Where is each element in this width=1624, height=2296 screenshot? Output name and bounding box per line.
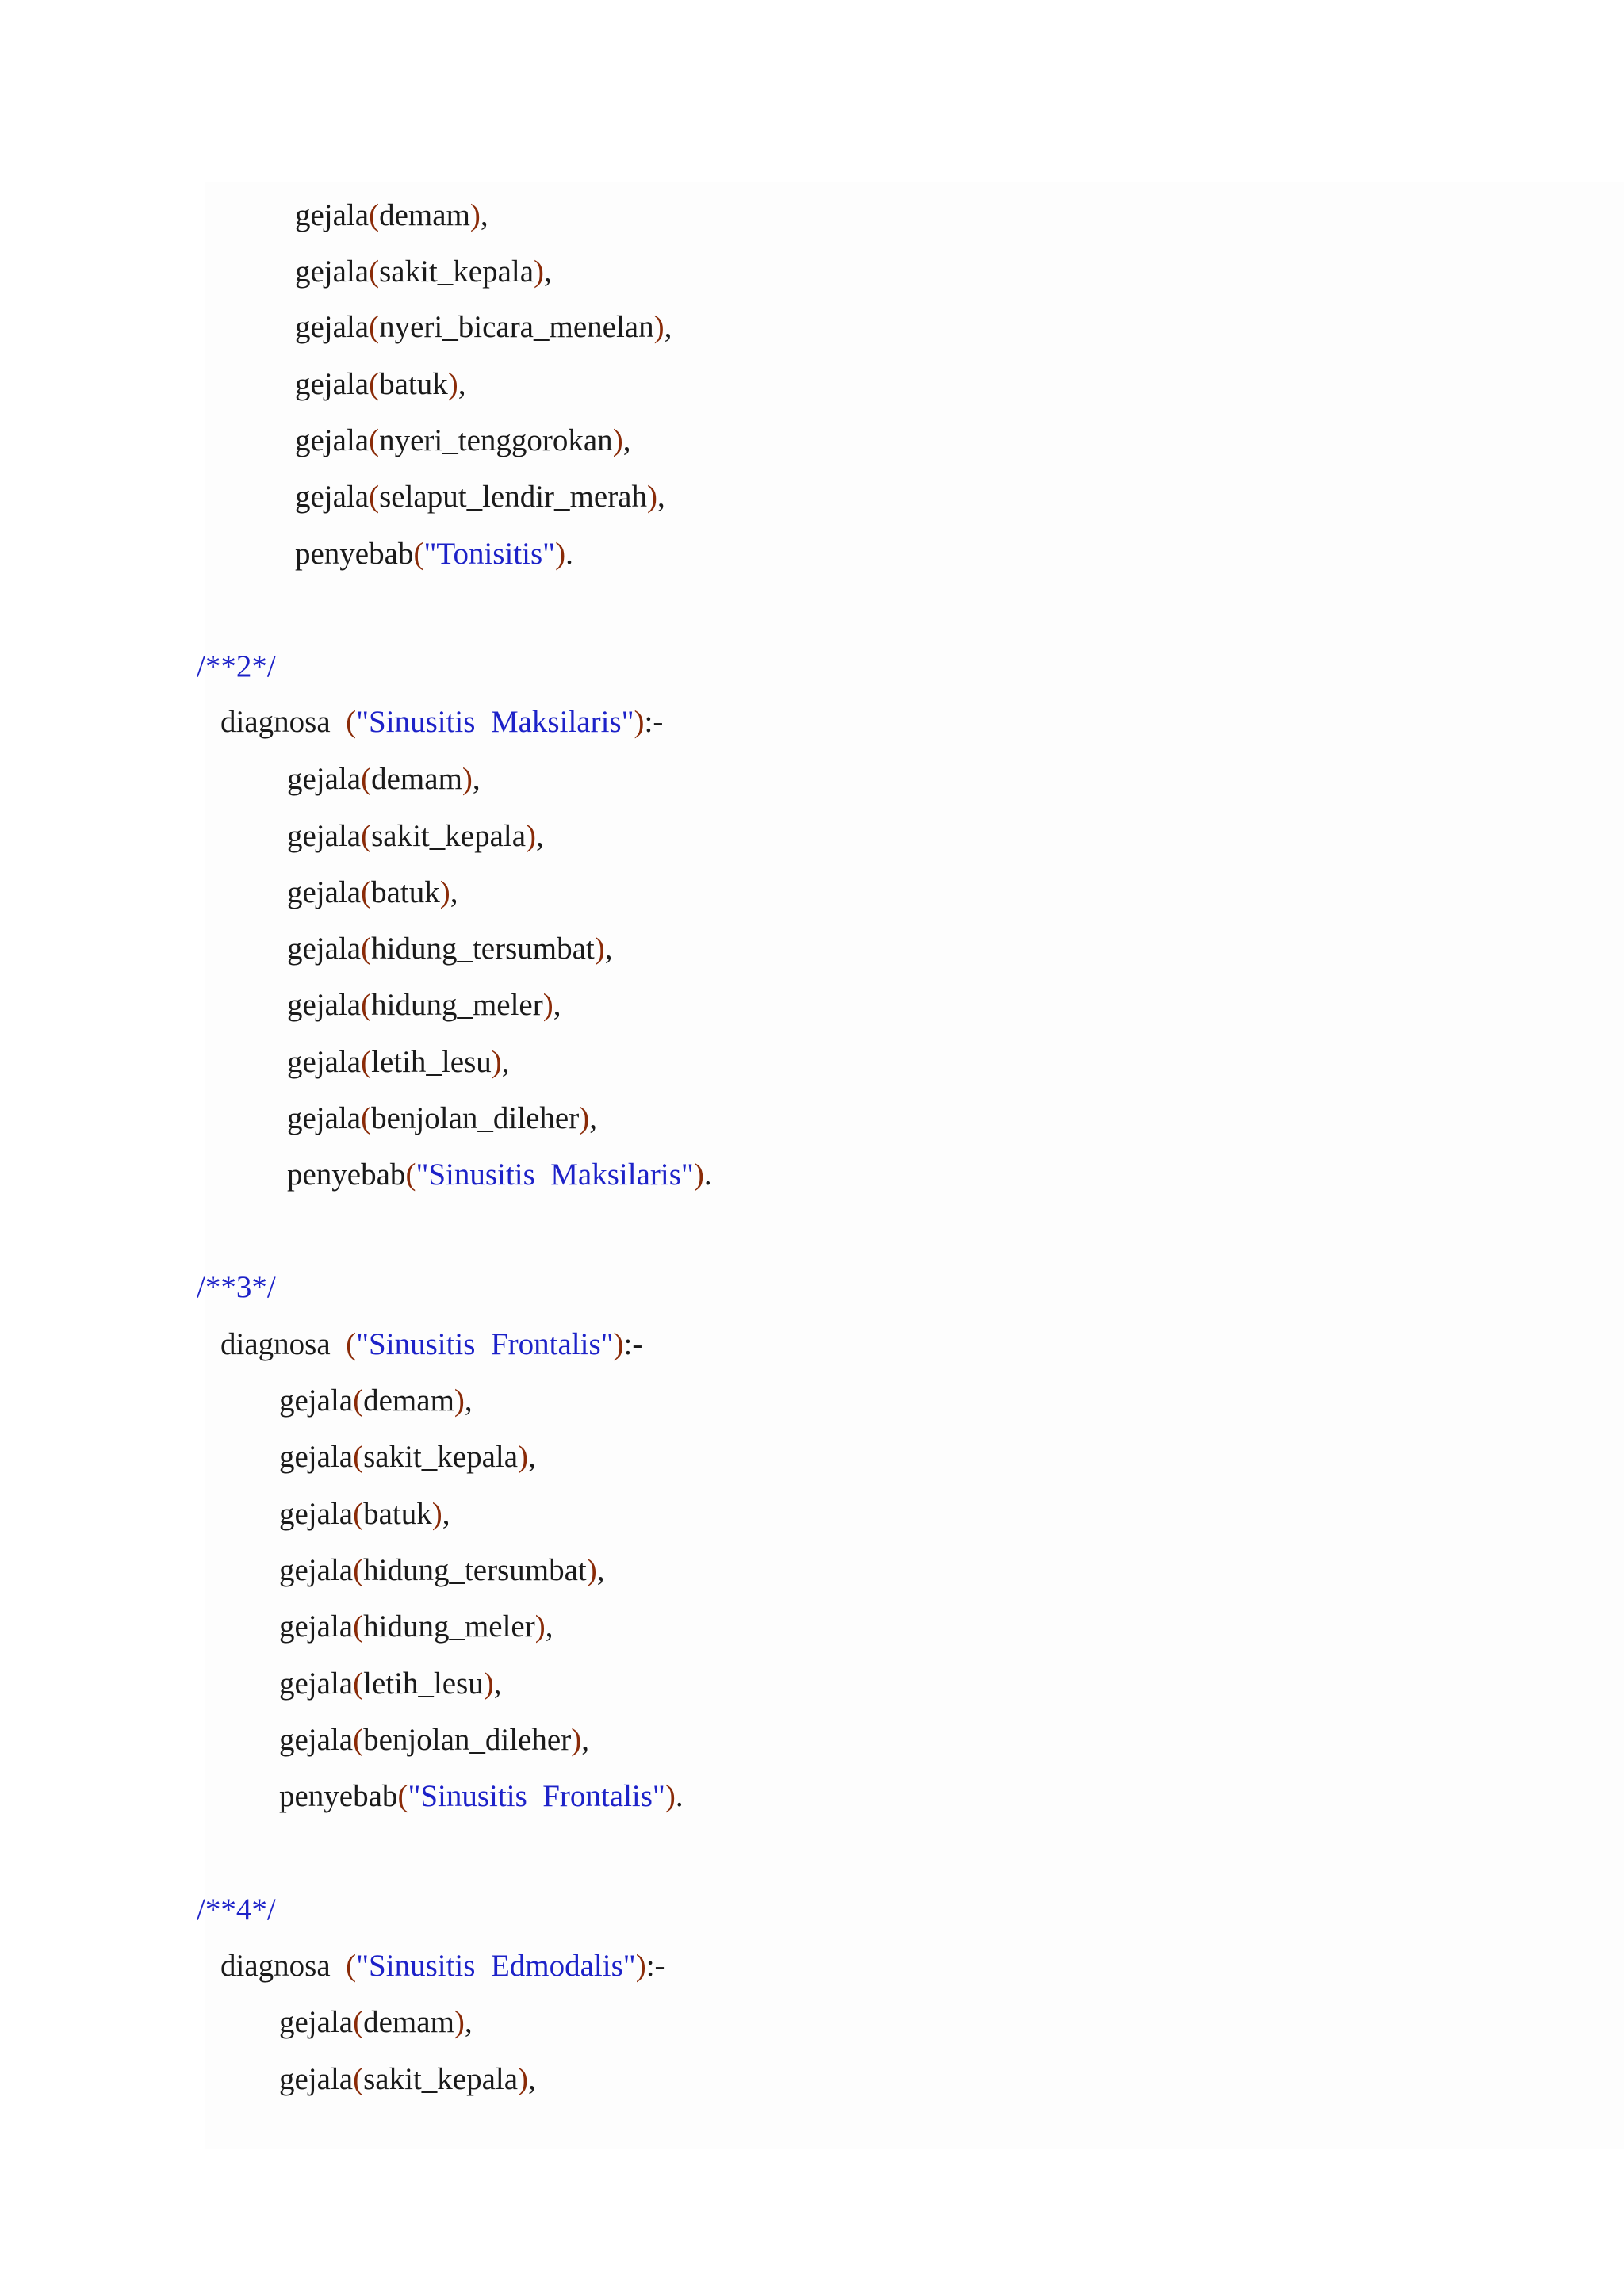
code-line: gejala(batuk), [279, 1497, 450, 1531]
code-line: gejala(sakit_kepala), [279, 2062, 536, 2096]
code-line: gejala(sakit_kepala), [279, 1440, 536, 1474]
code-line: gejala(letih_lesu), [287, 1045, 510, 1079]
comment-line: /**4*/ [197, 1892, 276, 1927]
diagnosa-head: diagnosa ("Sinusitis Maksilaris"):- [220, 705, 664, 739]
code-line: gejala(selaput_lendir_merah), [295, 480, 665, 514]
code-line: gejala(demam), [279, 2005, 473, 2039]
code-line: gejala(demam), [295, 198, 488, 232]
code-line: gejala(nyeri_bicara_menelan), [295, 310, 672, 344]
code-line: gejala(sakit_kepala), [287, 819, 544, 853]
code-line: gejala(benjolan_dileher), [279, 1723, 589, 1757]
code-line: gejala(hidung_meler), [287, 988, 561, 1022]
code-line: gejala(hidung_tersumbat), [279, 1553, 605, 1587]
code-line: gejala(benjolan_dileher), [287, 1101, 597, 1135]
code-line: gejala(letih_lesu), [279, 1667, 502, 1701]
diagnosa-head: diagnosa ("Sinusitis Frontalis"):- [220, 1327, 643, 1361]
code-line: gejala(hidung_tersumbat), [287, 932, 613, 966]
penyebab-line: penyebab("Sinusitis Maksilaris"). [287, 1158, 712, 1192]
code-line: gejala(sakit_kepala), [295, 254, 552, 289]
code-line: gejala(demam), [287, 762, 481, 796]
code-line: gejala(batuk), [295, 367, 466, 401]
code-line: gejala(nyeri_tenggorokan), [295, 423, 631, 457]
diagnosa-head: diagnosa ("Sinusitis Edmodalis"):- [220, 1949, 665, 1983]
comment-line: /**2*/ [197, 649, 276, 683]
penyebab-line: penyebab("Tonisitis"). [295, 537, 573, 571]
code-line: gejala(batuk), [287, 875, 458, 909]
comment-line: /**3*/ [197, 1270, 276, 1304]
code-line: gejala(hidung_meler), [279, 1609, 553, 1644]
code-line: gejala(demam), [279, 1383, 473, 1418]
penyebab-line: penyebab("Sinusitis Frontalis"). [279, 1779, 684, 1813]
